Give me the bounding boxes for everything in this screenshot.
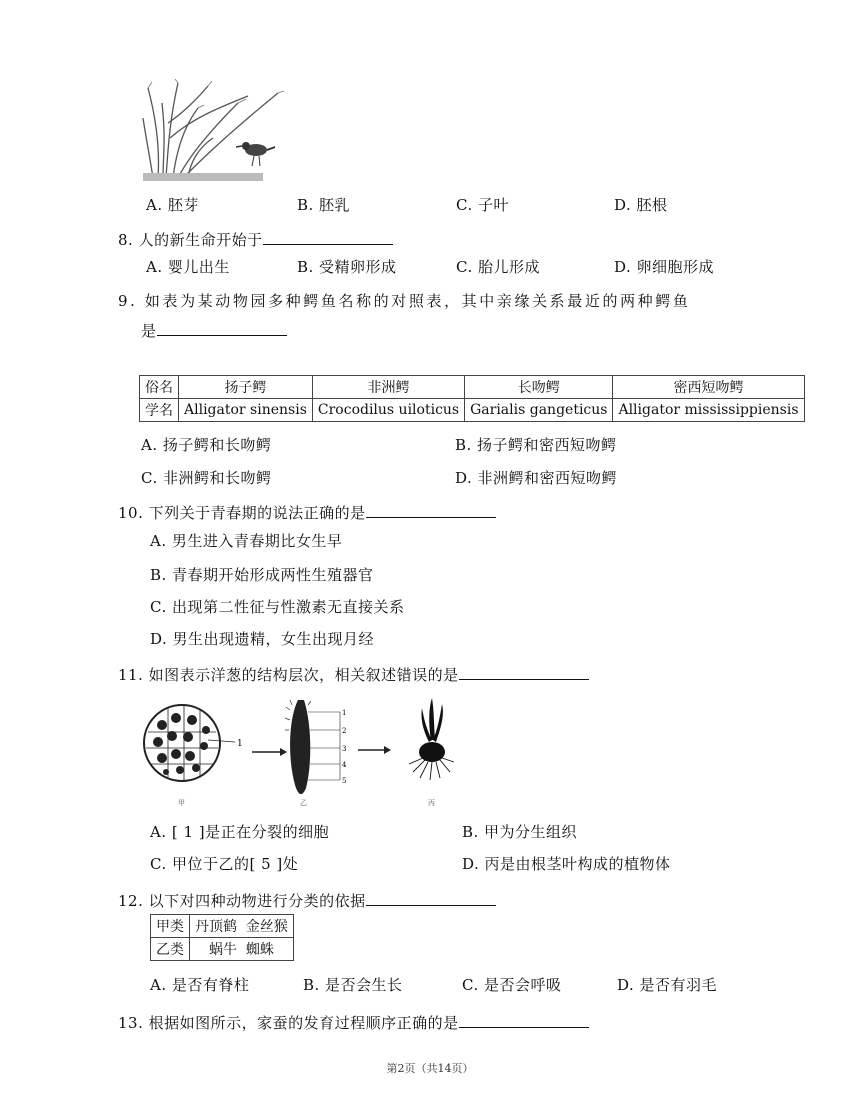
question-9-line2 <box>141 320 287 341</box>
table-cell: 非洲鳄 <box>312 376 464 399</box>
table-row <box>140 376 805 399</box>
option-a[interactable]: A. [ 1 ]是正在分裂的细胞 <box>150 823 330 841</box>
question-11 <box>118 664 589 685</box>
question-stem: 13. 根据如图所示，家蚕的发育过程顺序正确的是 <box>118 1014 459 1032</box>
question-stem: 12. 以下对四种动物进行分类的依据 <box>118 892 366 910</box>
option-d[interactable]: D. 是否有羽毛 <box>617 976 718 994</box>
page-footer: 第2页（共14页） <box>386 1062 474 1075</box>
table-cell: 密西短吻鳄 <box>613 376 804 399</box>
option-c[interactable]: C. 子叶 <box>456 196 509 214</box>
option-b[interactable]: B. 受精卵形成 <box>297 258 397 276</box>
question-stem-cont: 是 <box>141 322 157 340</box>
question-12 <box>118 890 496 911</box>
answer-blank[interactable] <box>459 664 589 680</box>
answer-blank[interactable] <box>366 890 496 906</box>
option-b[interactable]: B. 青春期开始形成两性生殖器官 <box>150 566 374 584</box>
option-b[interactable]: B. 是否会生长 <box>303 976 403 994</box>
option-b[interactable]: B. 扬子鳄和密西短吻鳄 <box>455 436 617 454</box>
question-stem: 9. 如表为某动物园多种鳄鱼名称的对照表，其中亲缘关系最近的两种鳄鱼 <box>118 292 691 310</box>
option-d[interactable]: D. 胚根 <box>614 196 668 214</box>
figure-label: 5 <box>342 777 347 785</box>
option-d[interactable]: D. 卵细胞形成 <box>614 258 715 276</box>
table-row <box>151 938 294 961</box>
crocodile-name-table <box>139 375 805 422</box>
figure-label: 4 <box>342 761 347 769</box>
question-stem: 11. 如图表示洋葱的结构层次，相关叙述错误的是 <box>118 666 459 684</box>
option-d[interactable]: D. 男生出现遗精，女生出现月经 <box>150 630 375 648</box>
option-c[interactable]: C. 非洲鳄和长吻鳄 <box>141 469 272 487</box>
option-c[interactable]: C. 出现第二性征与性激素无直接关系 <box>150 598 405 616</box>
figure-caption: 乙 <box>300 799 307 807</box>
figure-label: 1 <box>342 709 347 717</box>
answer-blank[interactable] <box>263 229 393 245</box>
figure-label: 2 <box>342 727 347 735</box>
figure-label: 3 <box>342 745 347 753</box>
table-cell: 俗名 <box>140 376 179 399</box>
option-b[interactable]: B. 甲为分生组织 <box>462 823 578 841</box>
question-stem: 10. 下列关于青春期的说法正确的是 <box>118 504 366 522</box>
table-cell: 学名 <box>140 399 179 422</box>
animal-classification-table <box>150 914 294 961</box>
question-stem: 8. 人的新生命开始于 <box>118 231 263 249</box>
reed-bird-illustration <box>138 78 288 188</box>
table-cell: 长吻鳄 <box>465 376 613 399</box>
option-a[interactable]: A. 扬子鳄和长吻鳄 <box>141 436 272 454</box>
table-cell: 乙类 <box>151 938 190 961</box>
figure-caption: 甲 <box>178 799 185 807</box>
option-d[interactable]: D. 丙是由根茎叶构成的植物体 <box>462 855 671 873</box>
figure-label: 1 <box>237 739 243 749</box>
onion-structure-figure <box>140 690 470 810</box>
option-a[interactable]: A. 男生进入青春期比女生早 <box>150 532 343 550</box>
table-cell: Garialis gangeticus <box>465 399 613 422</box>
table-cell: Crocodilus uiloticus <box>312 399 464 422</box>
table-cell: 蜗牛 蜘蛛 <box>190 938 294 961</box>
question-13 <box>118 1012 589 1033</box>
table-cell: 丹顶鹤 金丝猴 <box>190 915 294 938</box>
answer-blank[interactable] <box>366 502 496 518</box>
question-10 <box>118 502 496 523</box>
option-d[interactable]: D. 非洲鳄和密西短吻鳄 <box>455 469 618 487</box>
table-cell: 扬子鳄 <box>179 376 313 399</box>
option-c[interactable]: C. 是否会呼吸 <box>462 976 562 994</box>
option-a[interactable]: A. 胚芽 <box>146 196 199 214</box>
table-cell: Alligator sinensis <box>179 399 313 422</box>
option-c[interactable]: C. 胎儿形成 <box>456 258 540 276</box>
option-a[interactable]: A. 是否有脊柱 <box>150 976 250 994</box>
table-cell: 甲类 <box>151 915 190 938</box>
table-row <box>151 915 294 938</box>
answer-blank[interactable] <box>157 320 287 336</box>
question-8 <box>118 229 393 250</box>
option-c[interactable]: C. 甲位于乙的[ 5 ]处 <box>150 855 299 873</box>
figure-caption: 丙 <box>428 799 435 807</box>
option-a[interactable]: A. 婴儿出生 <box>146 258 230 276</box>
answer-blank[interactable] <box>459 1012 589 1028</box>
table-cell: Alligator mississippiensis <box>613 399 804 422</box>
table-row <box>140 399 805 422</box>
option-b[interactable]: B. 胚乳 <box>297 196 351 214</box>
